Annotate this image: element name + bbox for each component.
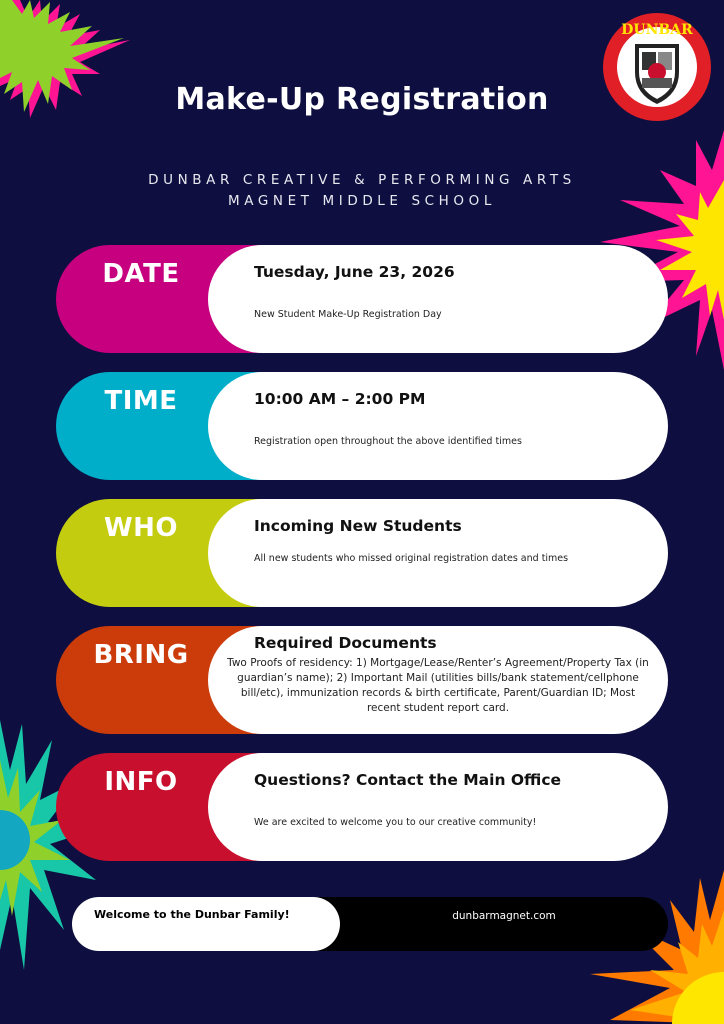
school-name-line-2: MAGNET MIDDLE SCHOOL (228, 193, 496, 209)
date-description: New Student Make-Up Registration Day (254, 309, 442, 320)
info-card (208, 753, 668, 861)
footer-bar (72, 897, 668, 951)
time-row (56, 372, 668, 480)
time-card (208, 372, 668, 480)
bring-label: BRING (93, 640, 189, 670)
bring-heading: Required Documents (254, 634, 437, 652)
bring-card (208, 626, 668, 734)
info-label: INFO (104, 767, 178, 797)
welcome-text: Welcome to the Dunbar Family! (94, 908, 290, 921)
bring-description: Two Proofs of residency: 1) Mortgage/Lease/Renter’s Agreement/Property Tax (in guardian’s name); 2) Important Mail (utilities bills/bank statement/cellphone bill/etc), immunization records & birth certificate, Parent/Guardian ID; Most recent student report card. (227, 657, 649, 714)
info-description: We are excited to welcome you to our creative community! (254, 817, 537, 828)
who-card (208, 499, 668, 607)
who-heading: Incoming New Students (254, 517, 462, 535)
time-description: Registration open throughout the above identified times (254, 436, 522, 447)
info-heading: Questions? Contact the Main Office (254, 771, 562, 789)
date-card (208, 245, 668, 353)
date-row (56, 245, 668, 353)
starburst-top-left-decoration (0, 0, 140, 150)
bring-row (56, 626, 668, 734)
date-heading: Tuesday, June 23, 2026 (254, 263, 455, 281)
info-row (56, 753, 668, 861)
who-description: All new students who missed original registration dates and times (254, 553, 569, 564)
welcome-pill (72, 897, 340, 951)
time-label: TIME (104, 386, 178, 416)
school-name-line-1: DUNBAR CREATIVE & PERFORMING ARTS (148, 172, 576, 188)
who-row (56, 499, 668, 607)
school-name (0, 170, 724, 212)
website-link[interactable]: dunbarmagnet.com (452, 910, 556, 922)
time-heading: 10:00 AM – 2:00 PM (254, 390, 426, 408)
logo-name: DUNBAR (621, 22, 693, 38)
date-label: DATE (102, 259, 180, 289)
page-title: Make-Up Registration (175, 82, 549, 117)
who-label: WHO (103, 513, 179, 543)
